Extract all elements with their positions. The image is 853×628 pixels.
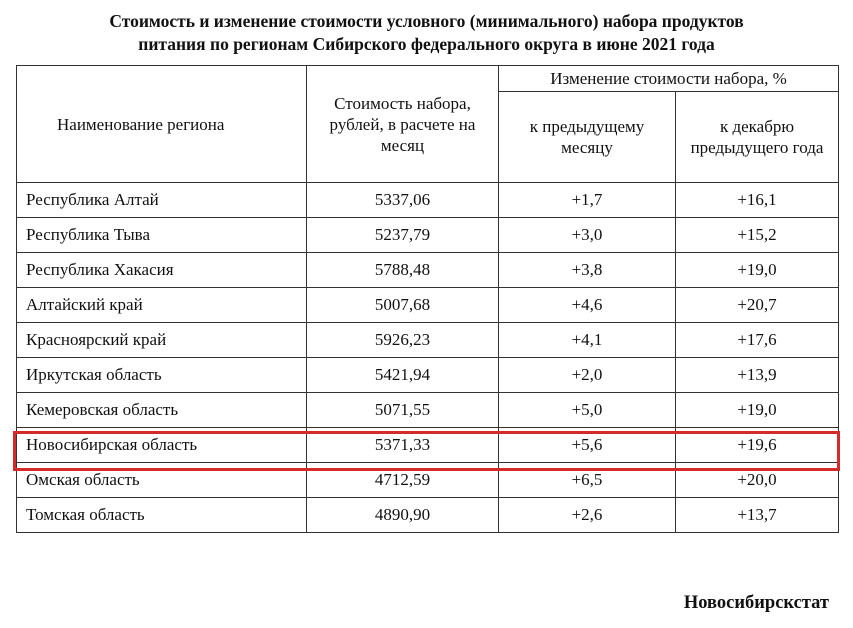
cell-prev-december: +20,7 bbox=[676, 288, 839, 323]
cell-cost: 5371,33 bbox=[307, 428, 499, 463]
cell-prev-december: +20,0 bbox=[676, 463, 839, 498]
cell-region: Кемеровская область bbox=[17, 393, 307, 428]
cell-prev-month: +3,8 bbox=[499, 253, 676, 288]
cell-region: Томская область bbox=[17, 498, 307, 533]
cell-prev-december: +19,0 bbox=[676, 393, 839, 428]
cell-cost: 5071,55 bbox=[307, 393, 499, 428]
table-row bbox=[17, 288, 839, 323]
title-line-1: Стоимость и изменение стоимости условного (минимального) набора продуктов bbox=[109, 11, 744, 31]
cell-cost: 5926,23 bbox=[307, 323, 499, 358]
cell-prev-december: +16,1 bbox=[676, 183, 839, 218]
cell-region: Алтайский край bbox=[17, 288, 307, 323]
page-title bbox=[0, 10, 853, 56]
source-label: Новосибирскстат bbox=[683, 593, 829, 613]
price-table bbox=[16, 65, 839, 533]
cell-prev-december: +13,7 bbox=[676, 498, 839, 533]
cell-cost: 5007,68 bbox=[307, 288, 499, 323]
cell-prev-month: +5,6 bbox=[499, 428, 676, 463]
table-row bbox=[17, 218, 839, 253]
table-row bbox=[17, 323, 839, 358]
cell-cost: 5337,06 bbox=[307, 183, 499, 218]
cell-prev-december: +19,6 bbox=[676, 428, 839, 463]
cell-prev-month: +1,7 bbox=[499, 183, 676, 218]
cell-prev-december: +19,0 bbox=[676, 253, 839, 288]
cell-prev-month: +2,6 bbox=[499, 498, 676, 533]
table-row bbox=[17, 498, 839, 533]
cell-prev-month: +6,5 bbox=[499, 463, 676, 498]
header-cost: Стоимость набора, рублей, в расчете на месяц bbox=[307, 66, 499, 183]
table-row bbox=[17, 463, 839, 498]
table-row bbox=[17, 253, 839, 288]
cell-cost: 5421,94 bbox=[307, 358, 499, 393]
cell-prev-december: +13,9 bbox=[676, 358, 839, 393]
cell-prev-month: +4,1 bbox=[499, 323, 676, 358]
table-row-highlighted bbox=[17, 428, 839, 463]
cell-prev-december: +15,2 bbox=[676, 218, 839, 253]
table-row bbox=[17, 358, 839, 393]
cell-cost: 5237,79 bbox=[307, 218, 499, 253]
cell-prev-month: +3,0 bbox=[499, 218, 676, 253]
cell-region: Иркутская область bbox=[17, 358, 307, 393]
header-region: Наименование региона bbox=[17, 66, 307, 183]
header-change-group: Изменение стоимости набора, % bbox=[499, 66, 839, 92]
cell-cost: 4890,90 bbox=[307, 498, 499, 533]
table-row bbox=[17, 393, 839, 428]
header-row-1 bbox=[17, 66, 839, 92]
cell-prev-month: +2,0 bbox=[499, 358, 676, 393]
table-row bbox=[17, 183, 839, 218]
title-line-2: питания по регионам Сибирского федерального округа в июне 2021 года bbox=[138, 34, 715, 54]
header-prev-month: к предыдущему месяцу bbox=[499, 92, 676, 183]
cell-cost: 5788,48 bbox=[307, 253, 499, 288]
cell-prev-december: +17,6 bbox=[676, 323, 839, 358]
cell-region: Республика Алтай bbox=[17, 183, 307, 218]
header-prev-december: к декабрю предыдущего года bbox=[676, 92, 839, 183]
cell-region: Республика Тыва bbox=[17, 218, 307, 253]
cell-region: Республика Хакасия bbox=[17, 253, 307, 288]
cell-prev-month: +4,6 bbox=[499, 288, 676, 323]
cell-region: Омская область bbox=[17, 463, 307, 498]
cell-cost: 4712,59 bbox=[307, 463, 499, 498]
cell-prev-month: +5,0 bbox=[499, 393, 676, 428]
cell-region: Новосибирская область bbox=[17, 428, 307, 463]
cell-region: Красноярский край bbox=[17, 323, 307, 358]
